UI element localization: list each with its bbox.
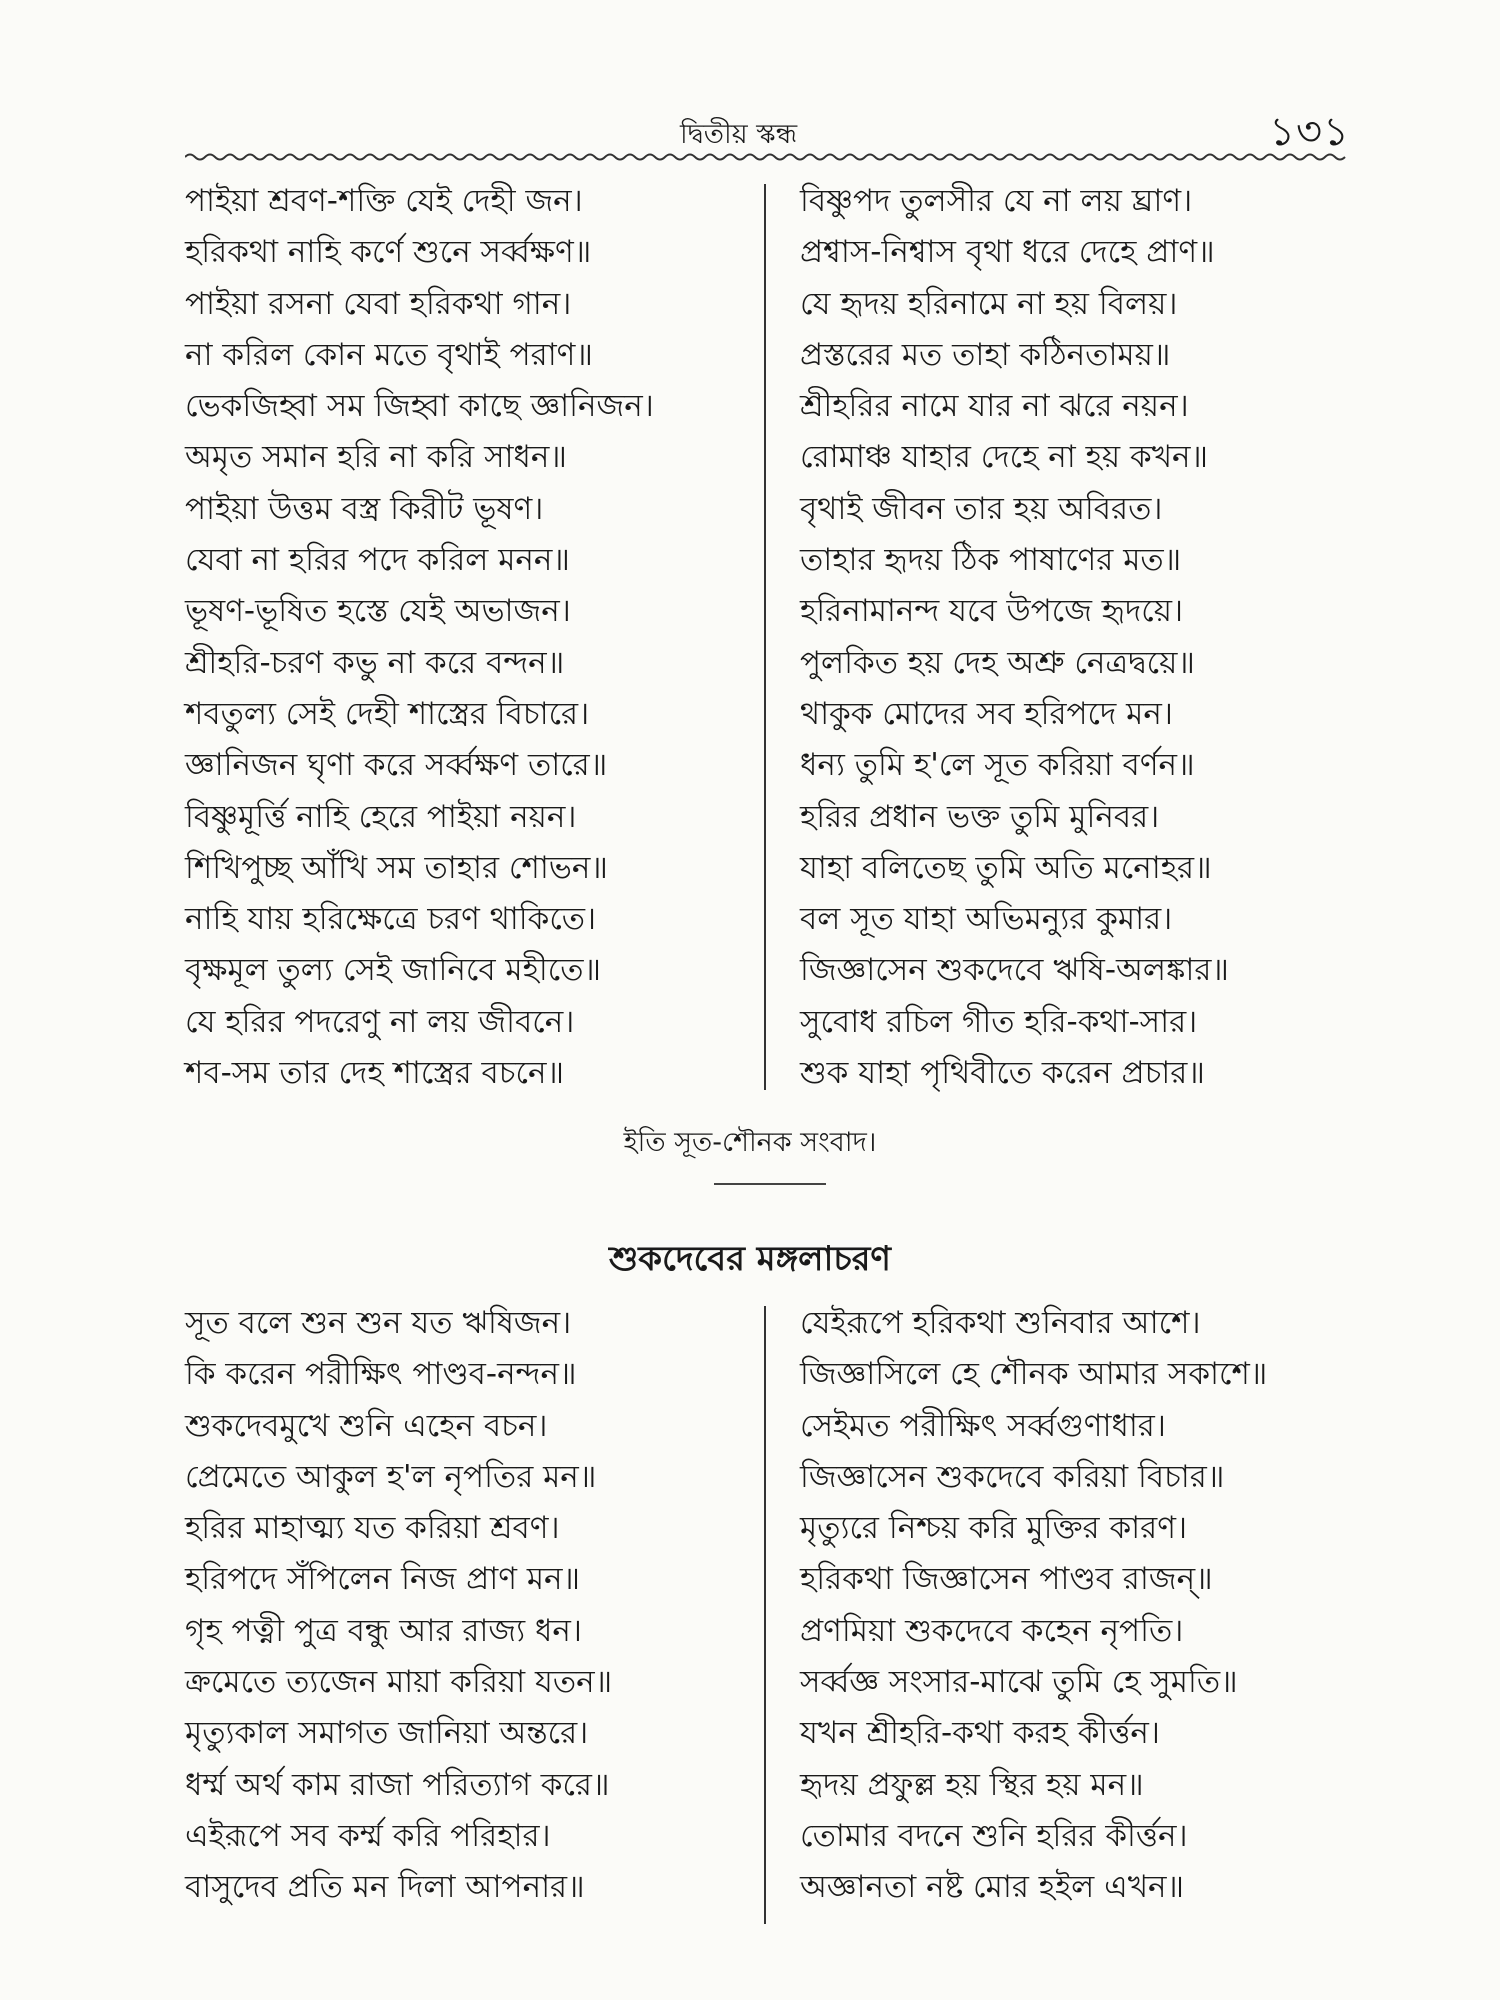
column-divider: [764, 1306, 766, 1924]
verse-line: বৃক্ষমূল তুল্য সেই জানিবে মহীতে॥: [185, 952, 602, 989]
verse-line: শুক যাহা পৃথিবীতে করেন প্রচার॥: [800, 1055, 1205, 1092]
verse-line: কি করেন পরীক্ষিৎ পাণ্ডব-নন্দন॥: [185, 1356, 577, 1393]
verse-column-right: [800, 1298, 1360, 1914]
section-separator: [714, 1183, 826, 1185]
verse-line: হরির মাহাত্ম্য যত করিয়া শ্রবণ।: [185, 1510, 560, 1547]
verse-line: বল সূত যাহা অভিমন্যুর কুমার।: [800, 901, 1173, 938]
verse-line: এইরূপে সব কর্ম্ম করি পরিহার।: [185, 1817, 551, 1854]
verse-line: অমৃত সমান হরি না করি সাধন॥: [185, 439, 567, 476]
verse-column-right: [800, 176, 1360, 1099]
verse-line: ধর্ম্ম অর্থ কাম রাজা পরিত্যাগ করে॥: [185, 1766, 610, 1803]
verse-line: হরিনামানন্দ যবে উপজে হৃদয়ে।: [800, 593, 1184, 630]
verse-line: নাহি যায় হরিক্ষেত্রে চরণ থাকিতে।: [185, 901, 597, 938]
verse-line: জিজ্ঞাসিলে হে শৌনক আমার সকাশে॥: [800, 1356, 1268, 1393]
verse-line: শ্রীহরি-চরণ কভু না করে বন্দন॥: [185, 644, 565, 681]
verse-line: যেইরূপে হরিকথা শুনিবার আশে।: [800, 1305, 1201, 1341]
verse-line: সেইমত পরীক্ষিৎ সর্ব্বগুণাধার।: [800, 1407, 1166, 1444]
verse-line: যে হরির পদরেণু না লয় জীবনে।: [185, 1003, 575, 1040]
verse-column-left: [185, 176, 770, 1099]
verse-line: শুকদেবমুখে শুনি এহেন বচন।: [185, 1407, 548, 1444]
verse-line: থাকুক মোদের সব হরিপদে মন।: [800, 695, 1173, 732]
verse-line: প্রেমেতে আকুল হ'ল নৃপতির মন॥: [185, 1458, 597, 1495]
column-divider: [764, 184, 766, 1090]
verse-line: জিজ্ঞাসেন শুকদেবে ঋষি-অলঙ্কার॥: [800, 952, 1229, 989]
section-heading: শুকদেবের মঙ্গলাচরণ: [609, 1239, 891, 1279]
chapter-title: দ্বিতীয় স্কন্ধ: [680, 119, 798, 150]
verse-line: প্রণমিয়া শুকদেবে কহেন নৃপতি।: [800, 1612, 1184, 1649]
verse-line: যখন শ্রীহরি-কথা করহ কীর্ত্তন।: [800, 1715, 1161, 1752]
verse-line: ভূষণ-ভূষিত হস্তে যেই অভাজন।: [185, 593, 571, 630]
verse-line: মৃত্যুরে নিশ্চয় করি মুক্তির কারণ।: [800, 1510, 1188, 1547]
verse-line: ক্রমেতে ত্যজেন মায়া করিয়া যতন॥: [185, 1664, 613, 1701]
verse-block-2: [150, 1298, 1350, 1923]
page-header: [150, 100, 1350, 160]
verse-line: মৃত্যুকাল সমাগত জানিয়া অন্তরে।: [185, 1715, 589, 1752]
verse-line: প্রশ্বাস-নিশ্বাস বৃথা ধরে দেহে প্রাণ॥: [800, 234, 1215, 271]
verse-line: পাইয়া রসনা যেবা হরিকথা গান।: [185, 285, 572, 322]
verse-line: বৃথাই জীবন তার হয় অবিরত।: [800, 490, 1163, 527]
verse-line: প্রস্তরের মত তাহা কঠিনতাময়॥: [800, 336, 1171, 373]
verse-line: অজ্ঞানতা নষ্ট মোর হইল এখন॥: [800, 1869, 1185, 1906]
verse-line: না করিল কোন মতে বৃথাই পরাণ॥: [185, 336, 593, 373]
verse-line: যেবা না হরির পদে করিল মনন॥: [185, 542, 570, 579]
verse-line: সূত বলে শুন শুন যত ঋষিজন।: [185, 1305, 572, 1341]
verse-line: সুবোধ রচিল গীত হরি-কথা-সার।: [800, 1003, 1198, 1040]
verse-line: হরির প্রধান ভক্ত তুমি মুনিবর।: [800, 798, 1160, 835]
verse-line: হরিপদে সঁপিলেন নিজ প্রাণ মন॥: [185, 1561, 581, 1598]
verse-block-1: [150, 176, 1350, 1106]
verse-line: তোমার বদনে শুনি হরির কীর্ত্তন।: [800, 1817, 1188, 1854]
verse-line: পুলকিত হয় দেহ অশ্রু নেত্রদ্বয়ে॥: [800, 644, 1195, 681]
verse-line: তাহার হৃদয় ঠিক পাষাণের মত॥: [800, 542, 1182, 579]
verse-line: বিষ্ণুমূর্ত্তি নাহি হেরে পাইয়া নয়ন।: [185, 798, 577, 835]
verse-column-left: [185, 1298, 770, 1914]
verse-line: শ্রীহরির নামে যার না ঝরে নয়ন।: [800, 388, 1189, 425]
page-number: ১৩১: [1269, 109, 1350, 155]
verse-line: শব-সম তার দেহ শাস্ত্রের বচনে॥: [185, 1055, 564, 1092]
verse-line: জিজ্ঞাসেন শুকদেবে করিয়া বিচার॥: [800, 1458, 1225, 1495]
verse-line: যাহা বলিতেছ তুমি অতি মনোহর॥: [800, 849, 1212, 886]
verse-line: শিখিপুচ্ছ আঁখি সম তাহার শোভন॥: [185, 849, 608, 886]
header-wavy-rule: [185, 152, 1350, 162]
verse-line: সর্ব্বজ্ঞ সংসার-মাঝে তুমি হে সুমতি॥: [800, 1664, 1238, 1701]
verse-line: হৃদয় প্রফুল্ল হয় স্থির হয় মন॥: [800, 1766, 1144, 1803]
verse-line: পাইয়া শ্রবণ-শক্তি যেই দেহী জন।: [185, 183, 583, 219]
verse-line: বিষ্ণুপদ তুলসীর যে না লয় ঘ্রাণ।: [800, 183, 1193, 219]
verse-line: হরিকথা জিজ্ঞাসেন পাণ্ডব রাজন্॥: [800, 1561, 1213, 1598]
verse-line: যে হৃদয় হরিনামে না হয় বিলয়।: [800, 285, 1178, 322]
verse-line: রোমাঞ্চ যাহার দেহে না হয় কখন॥: [800, 439, 1209, 476]
verse-line: শবতুল্য সেই দেহী শাস্ত্রের বিচারে।: [185, 695, 590, 732]
verse-line: গৃহ পত্নী পুত্র বন্ধু আর রাজ্য ধন।: [185, 1612, 582, 1649]
verse-line: ভেকজিহ্বা সম জিহ্বা কাছে জ্ঞানিজন।: [185, 388, 654, 425]
verse-line: জ্ঞানিজন ঘৃণা করে সর্ব্বক্ষণ তারে॥: [185, 747, 608, 784]
verse-line: বাসুদেব প্রতি মন দিলা আপনার॥: [185, 1869, 585, 1906]
verse-line: হরিকথা নাহি কর্ণে শুনে সর্ব্বক্ষণ॥: [185, 234, 592, 271]
verse-line: পাইয়া উত্তম বস্ত্র কিরীট ভূষণ।: [185, 490, 544, 527]
verse-line: ধন্য তুমি হ'লে সূত করিয়া বর্ণন॥: [800, 747, 1195, 784]
colophon: ইতি সূত-শৌনক সংবাদ।: [623, 1127, 877, 1158]
